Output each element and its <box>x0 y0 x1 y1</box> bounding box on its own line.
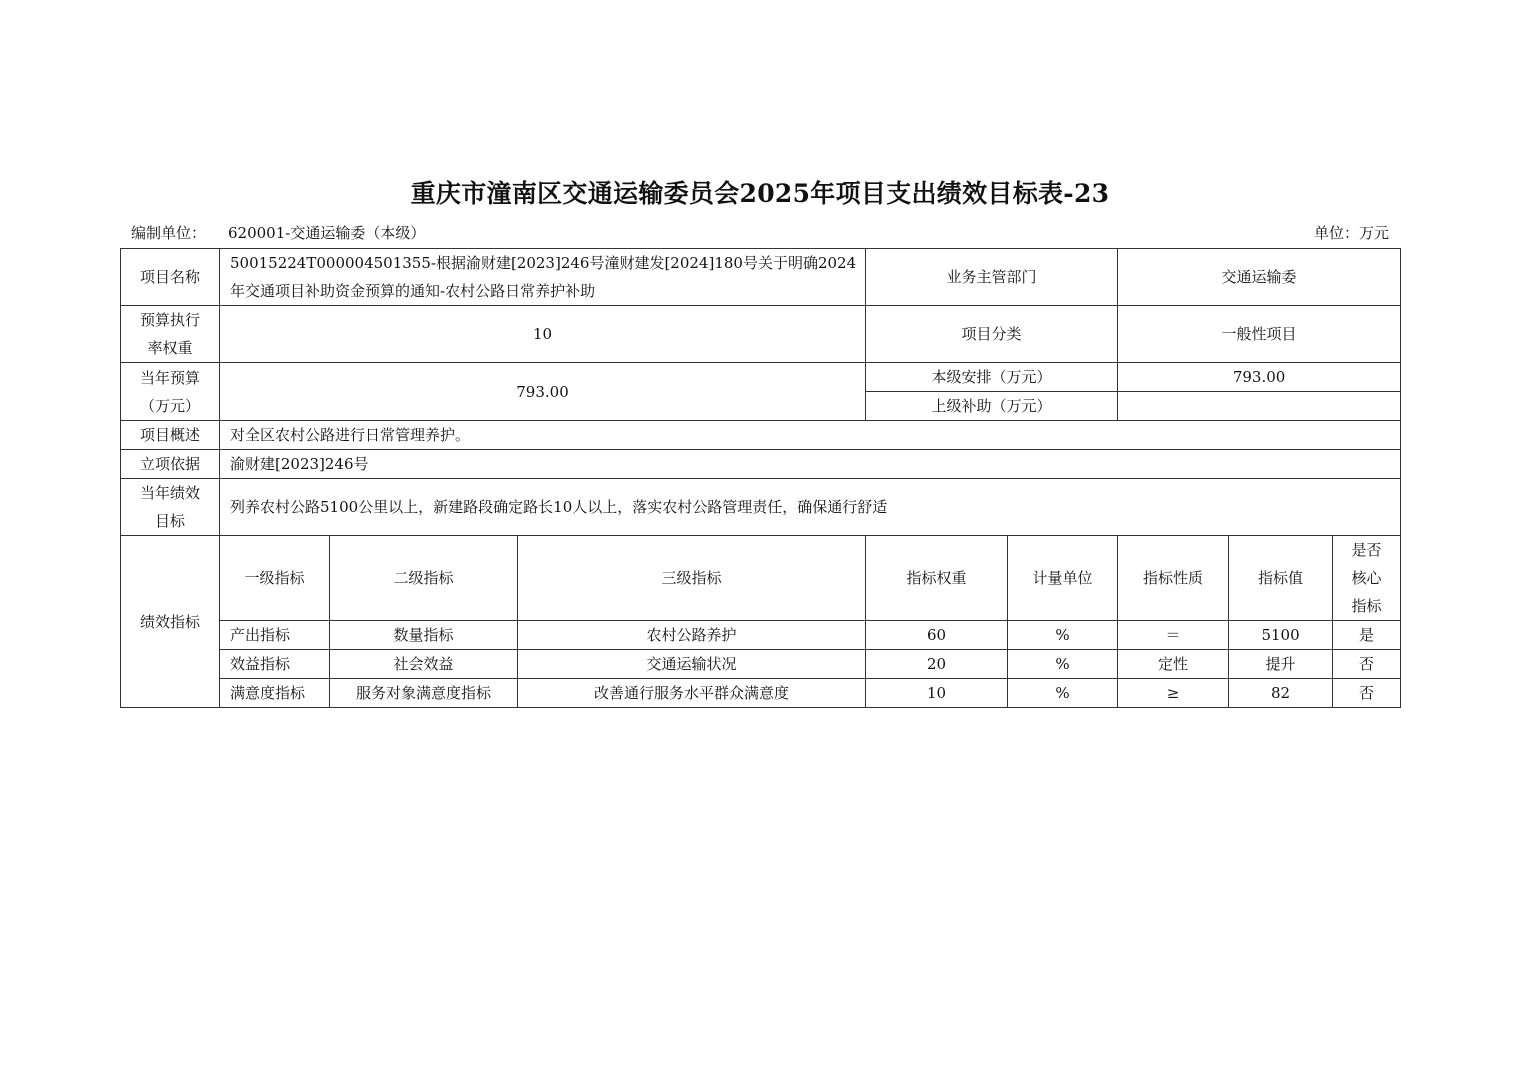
row-level1: 产出指标 <box>220 621 330 650</box>
table-row <box>121 679 1401 708</box>
header-weight: 指标权重 <box>866 536 1008 621</box>
overview-value: 对全区农村公路进行日常管理养护。 <box>220 421 1401 450</box>
budget-label <box>121 363 220 421</box>
row-weight: 60 <box>866 621 1008 650</box>
row-core: 否 <box>1333 650 1401 679</box>
row-level2: 服务对象满意度指标 <box>330 679 518 708</box>
weight-value: 10 <box>220 306 866 363</box>
header-level2: 二级指标 <box>330 536 518 621</box>
header-core-line1: 是否 <box>1351 541 1382 559</box>
row-core: 是 <box>1333 621 1401 650</box>
header-level1: 一级指标 <box>220 536 330 621</box>
row-unit: % <box>1008 621 1118 650</box>
local-funding-value: 793.00 <box>1118 363 1401 392</box>
overview-row <box>121 421 1401 450</box>
compiling-unit-value: 620001-交通运输委（本级） <box>228 224 426 242</box>
dept-value: 交通运输委 <box>1118 249 1401 306</box>
row-level2: 数量指标 <box>330 621 518 650</box>
row-weight: 20 <box>866 650 1008 679</box>
performance-target-table <box>120 248 1401 708</box>
row-weight: 10 <box>866 679 1008 708</box>
basis-label: 立项依据 <box>121 450 220 479</box>
row-value: 5100 <box>1229 621 1333 650</box>
row-level1: 效益指标 <box>220 650 330 679</box>
header-unit: 计量单位 <box>1008 536 1118 621</box>
table-row <box>121 650 1401 679</box>
goal-row <box>121 479 1401 536</box>
project-name-label: 项目名称 <box>121 249 220 306</box>
overview-label: 项目概述 <box>121 421 220 450</box>
upper-subsidy-value <box>1118 392 1401 421</box>
basis-row <box>121 450 1401 479</box>
category-label: 项目分类 <box>866 306 1118 363</box>
local-funding-label: 本级安排（万元） <box>866 363 1118 392</box>
upper-subsidy-label: 上级补助（万元） <box>866 392 1118 421</box>
row-level3: 改善通行服务水平群众满意度 <box>518 679 866 708</box>
row-level3: 交通运输状况 <box>518 650 866 679</box>
row-value: 提升 <box>1229 650 1333 679</box>
dept-label: 业务主管部门 <box>866 249 1118 306</box>
row-unit: % <box>1008 650 1118 679</box>
budget-value: 793.00 <box>220 363 866 421</box>
goal-value: 列养农村公路5100公里以上，新建路段确定路长10人以上，落实农村公路管理责任，确保通行舒适 <box>220 479 1401 536</box>
row-nature: 定性 <box>1118 650 1229 679</box>
budget-row-1 <box>121 363 1401 392</box>
weight-row <box>121 306 1401 363</box>
goal-label <box>121 479 220 536</box>
header-nature: 指标性质 <box>1118 536 1229 621</box>
page-title: 重庆市潼南区交通运输委员会2025年项目支出绩效目标表-23 <box>410 179 1110 208</box>
header-core <box>1333 536 1401 621</box>
header-value: 指标值 <box>1229 536 1333 621</box>
basis-value: 渝财建[2023]246号 <box>220 450 1401 479</box>
goal-label-line1: 当年绩效 <box>139 484 200 502</box>
project-name-row <box>121 249 1401 306</box>
goal-label-line2: 目标 <box>154 512 185 530</box>
table-row <box>121 621 1401 650</box>
weight-label <box>121 306 220 363</box>
budget-label-line2: （万元） <box>139 396 200 415</box>
row-level3: 农村公路养护 <box>518 621 866 650</box>
header-level3: 三级指标 <box>518 536 866 621</box>
row-level2: 社会效益 <box>330 650 518 679</box>
row-nature: ＝ <box>1118 621 1229 650</box>
row-core: 否 <box>1333 679 1401 708</box>
weight-label-line1: 预算执行 <box>139 311 200 329</box>
budget-label-line1: 当年预算 <box>139 368 200 387</box>
weight-label-line2: 率权重 <box>147 339 193 357</box>
indicator-header-row <box>121 536 1401 621</box>
compiling-unit-label: 编制单位： <box>131 224 207 242</box>
row-unit: % <box>1008 679 1118 708</box>
row-level1: 满意度指标 <box>220 679 330 708</box>
currency-unit: 单位：万元 <box>1313 224 1389 242</box>
indicator-section-label: 绩效指标 <box>121 536 220 708</box>
row-value: 82 <box>1229 679 1333 708</box>
project-name-value: 50015224T000004501355-根据渝财建[2023]246号潼财建发[2024]180号关于明确2024年交通项目补助资金预算的通知-农村公路日常养护补助 <box>220 249 866 306</box>
row-nature: ≥ <box>1118 679 1229 708</box>
header-core-line3: 指标 <box>1351 597 1382 615</box>
header-core-line2: 核心 <box>1351 569 1382 587</box>
category-value: 一般性项目 <box>1118 306 1401 363</box>
